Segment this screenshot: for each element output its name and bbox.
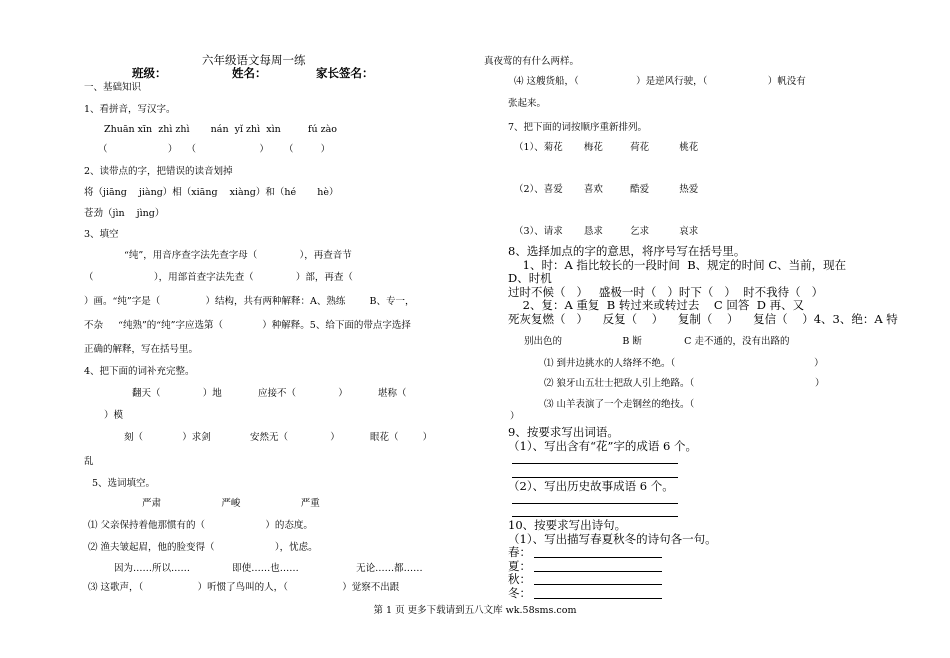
- fill-line-2: （ ），用部首查字法先查（ ）部，再查（: [84, 272, 353, 283]
- page-footer: 第 1 页 更多下载请到五八文库 wk.58sms.com: [373, 605, 577, 616]
- order-group-1: （1）、菊花 梅花 荷花 桃花: [514, 142, 699, 153]
- parent-signature-label: 家长签名：: [316, 66, 374, 80]
- fill-line-5: 正确的解释，写在括号里。: [84, 344, 199, 355]
- spring-label: 春：: [508, 545, 531, 559]
- q8-item-3-options: 别出色的 B 断 C 走不通的，没有出路的: [524, 336, 790, 347]
- order-group-2: （2）、喜爱 喜欢 酷爱 热爱: [514, 184, 699, 195]
- winter-answer-line: [534, 598, 662, 599]
- pinyin-answer-blanks: （ ） （ ） （ ）: [98, 144, 331, 155]
- sentence-3-cont: 真夜莺的有什么两样。: [484, 56, 580, 67]
- q8-item-1: 1、时：A 指比较长的一段时间 B、规定的时间 C、当前，现在: [508, 258, 847, 272]
- q8-sentence-2: ⑵ 狼牙山五壮士把敌人引上绝路。（ ）: [544, 378, 825, 389]
- word-choices-2: 因为……所以…… 即使……也…… 无论……都……: [114, 563, 423, 574]
- fill-line-3: ）画。“纯”字是（ ）结构，共有两种解释：A、熟练 B、专一，: [84, 296, 415, 307]
- worksheet-title: 六年级语文每周一练: [202, 53, 306, 67]
- q10-part-1: （1）、写出描写春夏秋冬的诗句各一句。: [508, 532, 717, 546]
- winter-label: 冬：: [508, 586, 531, 600]
- q9-part-2: （2）、写出历史故事成语 6 个。: [508, 479, 674, 493]
- idiom-line-4: 乱: [84, 456, 94, 467]
- q8-item-2-words: 死灰复燃（ ） 反复（ ） 复制（ ） 复信（ ）4、3、绝：A 特: [508, 312, 898, 326]
- sentence-4: ⑷ 这艘货船，（ ）是逆风行驶，（ ）帆没有: [514, 76, 806, 87]
- question-3: 3、填空: [84, 229, 119, 240]
- idiom-line-3: 刻（ ）求剑 安然无（ ） 眼花（ ）: [124, 432, 433, 443]
- q8-sentence-1: ⑴ 到井边挑水的人络绎不绝。（ ）: [544, 358, 824, 369]
- q8-sentence-3: ⑶ 山羊表演了一个走钢丝的绝技。（: [544, 399, 695, 410]
- order-group-3: （3）、请求 恳求 乞求 哀求: [514, 226, 699, 237]
- q8-sentence-3-close: ）: [510, 411, 520, 422]
- spring-answer-line: [534, 557, 662, 558]
- answer-line: [512, 463, 678, 464]
- autumn-answer-line: [534, 584, 662, 585]
- word-choices-1: 严肃 严峻 严重: [142, 498, 320, 509]
- fill-line-1: “纯”，用音序查字法先查字母（ ），再查音节: [124, 250, 352, 261]
- sentence-3: ⑶ 这歌声，（ ）听惯了鸟叫的人，（ ）觉察不出跟: [88, 582, 400, 593]
- q8-item-2: 2、复：A 重复 B 转过来或转过去 C 回答 D 再、又: [508, 298, 805, 312]
- reading-line-2: 苍劲（jìn jìng）: [84, 208, 165, 219]
- reading-line-1: 将（jiāng jiàng）相（xiāng xiàng）和（hé hè）: [84, 187, 339, 198]
- name-label: 姓名：: [232, 66, 267, 80]
- question-4: 4、把下面的词补充完整。: [84, 366, 195, 377]
- question-10: 10、按要求写出诗句。: [508, 518, 627, 532]
- question-2: 2、读带点的字，把错误的读音划掉: [84, 166, 233, 177]
- question-1: 1、看拼音，写汉字。: [84, 104, 176, 115]
- question-9: 9、按要求写出词语。: [508, 425, 619, 439]
- answer-line: [512, 477, 678, 478]
- sentence-1: ⑴ 父亲保持着他那惯有的（ ）的态度。: [88, 520, 313, 531]
- class-label: 班级：: [132, 66, 167, 80]
- question-5: 5、选词填空。: [92, 478, 156, 489]
- summer-answer-line: [534, 571, 662, 572]
- question-8: 8、选择加点的字的意思，将序号写在括号里。: [508, 244, 746, 258]
- answer-line: [512, 516, 678, 517]
- q8-item-1-d: D、时机: [508, 271, 552, 285]
- pinyin-line: Zhuān xīn zhì zhì nán yǐ zhì xìn fú zào: [104, 124, 337, 135]
- right-column: [478, 0, 950, 610]
- summer-label: 夏：: [508, 559, 531, 573]
- question-7: 7、把下面的词按顺序重新排列。: [508, 122, 648, 133]
- answer-line: [512, 503, 678, 504]
- left-column: [0, 0, 478, 610]
- sentence-2: ⑵ 渔夫皱起眉，他的脸变得（ ），忧虑。: [88, 542, 318, 553]
- idiom-line-1: 翻天（ ）地 应接不（ ） 堪称（: [132, 388, 407, 399]
- q9-part-1: （1）、写出含有“花”字的成语 6 个。: [508, 439, 697, 453]
- idiom-line-2: ）模: [104, 410, 124, 421]
- section-basic-knowledge: 一、基础知识: [84, 82, 142, 93]
- sentence-4-cont: 张起来。: [508, 98, 547, 109]
- q8-item-1-words: 过时不候（ ） 盛极一时（ ）时下（ ） 时不我待（ ）: [508, 285, 824, 299]
- fill-line-4: 不杂 “纯熟”的“纯”字应选第（ ）种解释。5、给下面的带点字选择: [84, 320, 411, 331]
- autumn-label: 秋：: [508, 572, 531, 586]
